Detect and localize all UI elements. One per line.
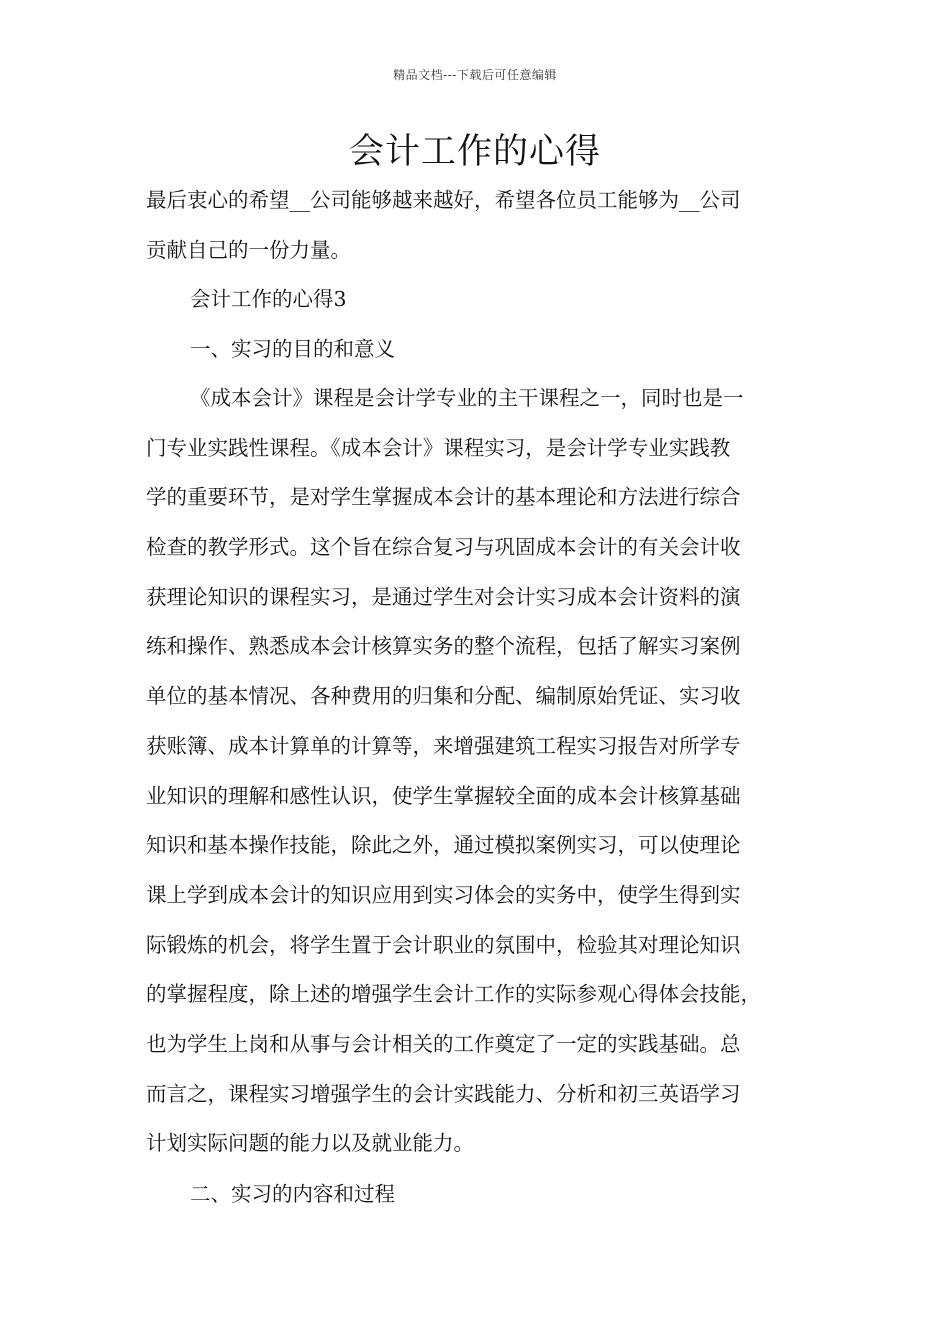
text-line: 练和操作、熟悉成本会计核算实务的整个流程，包括了解实习案例 [146, 634, 741, 659]
text-line: 最后衷心的希望__公司能够越来越好，希望各位员工能够为__公司 [146, 188, 741, 212]
main-paragraph [146, 374, 806, 1169]
text-line: 获账簿、成本计算单的计算等，来增强建筑工程实习报告对所学专 [146, 733, 741, 758]
text-line: 业知识的理解和感性认识，使学生掌握较全面的成本会计核算基础 [146, 783, 741, 808]
text-line: 单位的基本情况、各种费用的归集和分配、编制原始凭证、实习收 [146, 684, 741, 709]
text-line: 际锻炼的机会，将学生置于会计职业的氛围中，检验其对理论知识 [146, 932, 741, 957]
text-line: 获理论知识的课程实习，是通过学生对会计实习成本会计资料的演 [146, 584, 741, 609]
section-headings [146, 275, 806, 374]
section-heading-2-block [146, 1170, 806, 1220]
text-line: 计划实际问题的能力以及就业能力。 [146, 1131, 474, 1156]
text-line: 检查的教学形式。这个旨在综合复习与巩固成本会计的有关会计收 [146, 535, 741, 560]
section-heading-1: 一、实习的目的和意义 [190, 336, 395, 361]
page-header: 精品文档---下载后可任意编辑 [393, 68, 557, 82]
text-line: 也为学生上岗和从事与会计相关的工作奠定了一定的实践基础。总 [146, 1031, 741, 1056]
section-heading-2: 二、实习的内容和过程 [190, 1182, 395, 1206]
text-line: 学的重要环节，是对学生掌握成本会计的基本理论和方法进行综合 [146, 485, 741, 510]
text-line: 《成本会计》课程是会计学专业的主干课程之一，同时也是一 [190, 386, 744, 410]
text-line: 门专业实践性课程。《成本会计》课程实习，是会计学专业实践教 [146, 435, 731, 460]
text-line: 贡献自己的一份力量。 [146, 237, 351, 262]
text-line: 的掌握程度，除上述的增强学生会计工作的实际参观心得体会技能， [146, 982, 761, 1007]
intro-paragraph [146, 176, 806, 275]
document-title: 会计工作的心得 [348, 132, 601, 172]
text-line: 而言之，课程实习增强学生的会计实践能力、分析和初三英语学习 [146, 1081, 741, 1106]
text-line: 课上学到成本会计的知识应用到实习体会的实务中，使学生得到实 [146, 882, 741, 907]
section-title: 会计工作的心得3 [190, 287, 347, 311]
text-line: 知识和基本操作技能，除此之外，通过模拟案例实习，可以使理论 [146, 833, 741, 858]
